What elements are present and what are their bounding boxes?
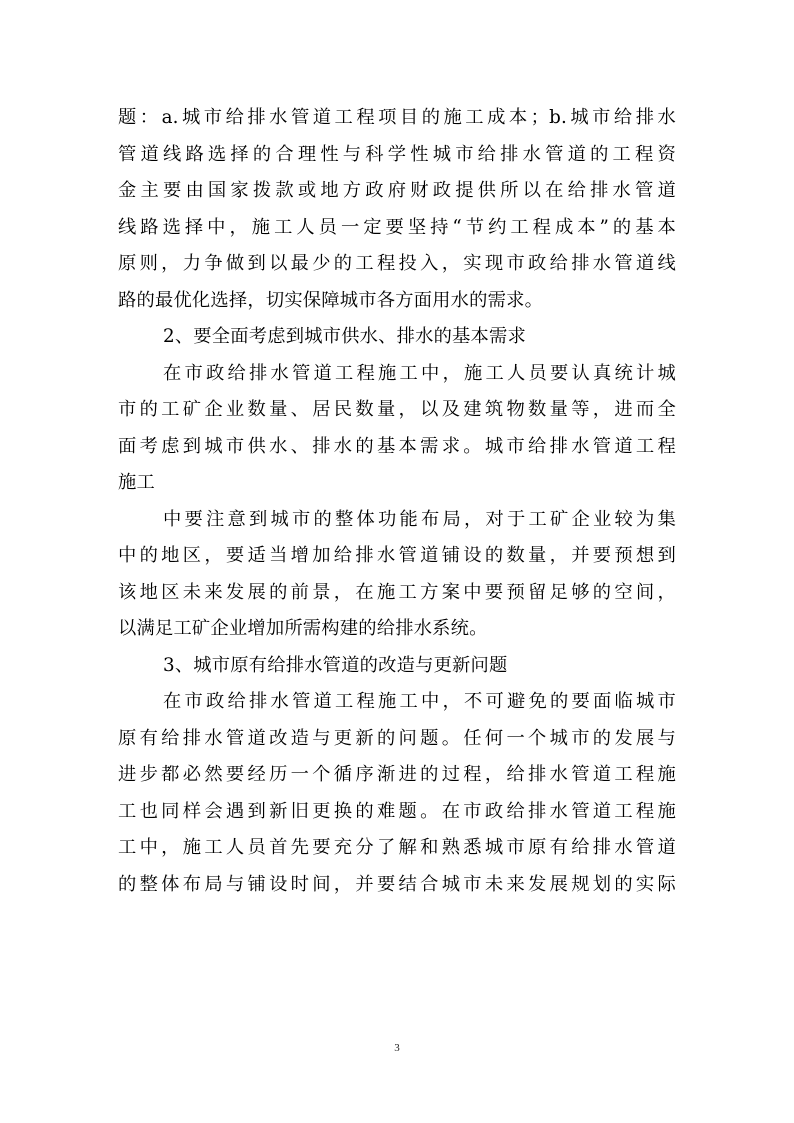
text-line: 该地区未来发展的前景，在施工方案中要预留足够的空间， [118,581,676,603]
text-line: 在市政给排水管道工程施工中，施工人员要认真统计城 [163,362,676,384]
text-line: 进步都必然要经历一个循序渐进的过程，给排水管道工程施 [118,764,676,785]
text-line: 线路选择中，施工人员一定要坚持“节约工程成本”的基本 [118,216,676,238]
text-line: 题：a.城市给排水管道工程项目的施工成本；b.城市给排水 [118,107,676,128]
text-line: 市的工矿企业数量、居民数量，以及建筑物数量等，进而全 [118,399,676,420]
text-line: 管道线路选择的合理性与科学性城市给排水管道的工程资 [118,143,676,165]
text-line: 在市政给排水管道工程施工中，不可避免的要面临城市 [163,691,676,712]
text-line: 工中，施工人员首先要充分了解和熟悉城市原有给排水管道 [118,837,676,858]
text-line: 原则，力争做到以最少的工程投入，实现市政给排水管道线 [118,253,676,274]
text-line: 中要注意到城市的整体功能布局，对于工矿企业较为集 [163,508,676,530]
text-line: 施工 [118,472,155,493]
page-number: 3 [394,1042,400,1054]
section-heading: 3、城市原有给排水管道的改造与更新问题 [163,654,508,676]
text-line: 的整体布局与铺设时间，并要结合城市未来发展规划的实际 [118,873,676,895]
text-line: 中的地区，要适当增加给排水管道铺设的数量，并要预想到 [118,545,676,566]
section-heading: 2、要全面考虑到城市供水、排水的基本需求 [163,326,526,347]
text-line: 金主要由国家拨款或地方政府财政提供所以在给排水管道 [118,180,676,201]
text-line: 路的最优化选择，切实保障城市各方面用水的需求。 [118,289,544,311]
text-line: 原有给排水管道改造与更新的问题。任何一个城市的发展与 [118,727,676,749]
document-body [118,100,676,903]
text-line: 以满足工矿企业增加所需构建的给排水系统。 [118,618,488,639]
text-line: 工也同样会遇到新旧更换的难题。在市政给排水管道工程施 [118,800,676,822]
text-line: 面考虑到城市供水、排水的基本需求。城市给排水管道工程 [118,435,676,457]
